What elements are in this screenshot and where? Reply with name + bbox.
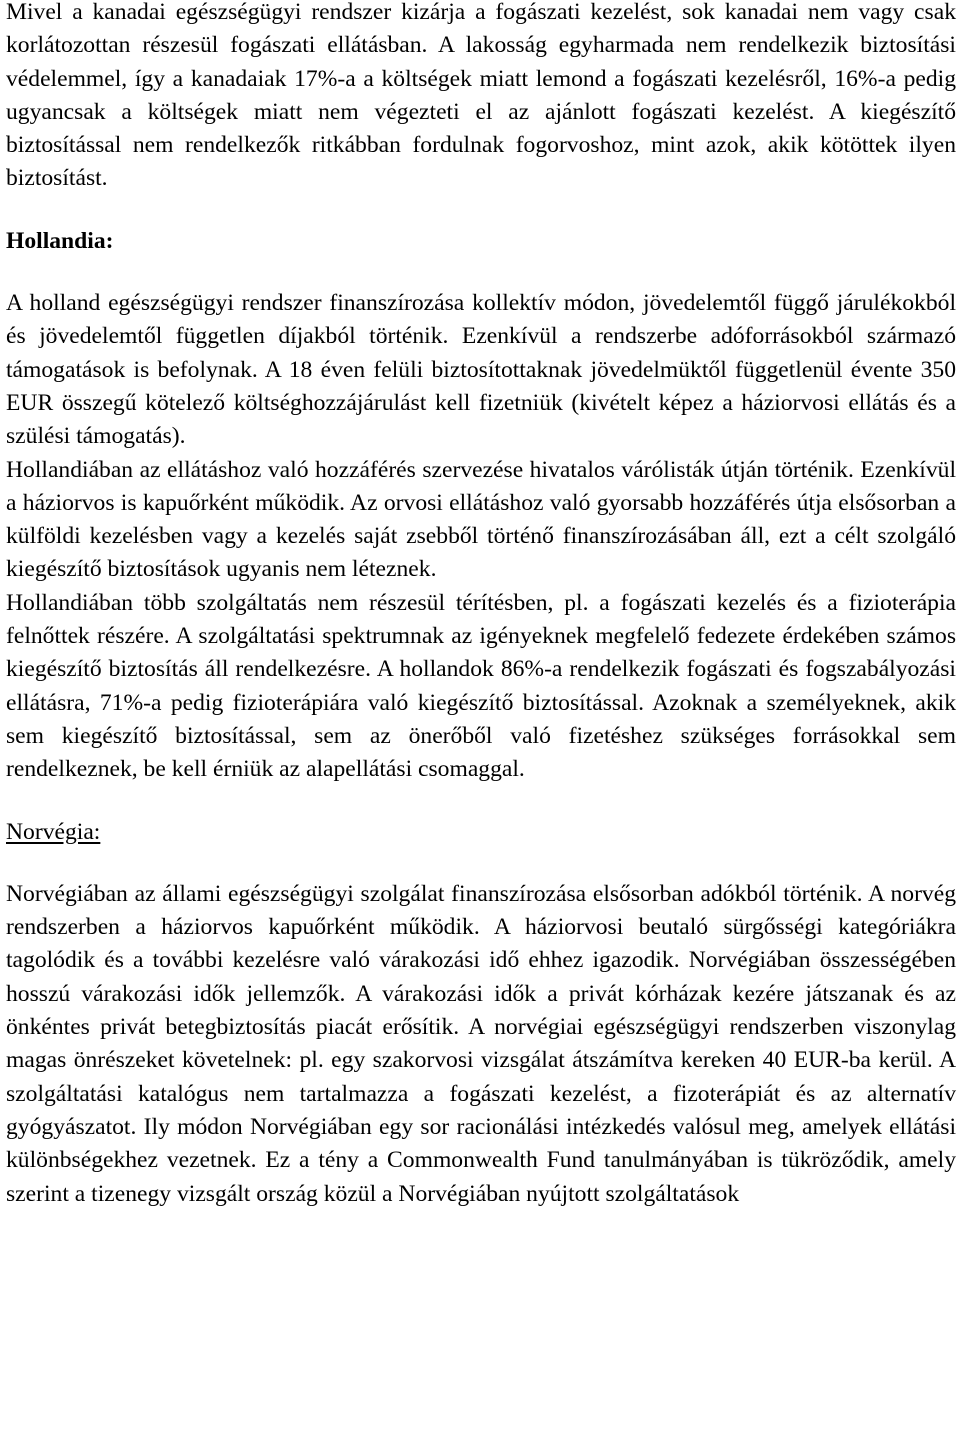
spacer bbox=[6, 787, 956, 816]
netherlands-paragraph-access: Hollandiában az ellátáshoz való hozzáférés szervezése hivatalos várólisták útján történik. Ezenkívül a háziorvos is kapuőrként működik. Az orvosi ellátáshoz való gyorsabb hozzáférés útja elsősorban a külföldi kezelésben vagy a kezelés saját zsebből történő finanszírozásában áll, ezt a célt szolgáló kiegészítő biztosítások ugyanis nem léteznek. bbox=[6, 456, 956, 583]
spacer bbox=[6, 258, 956, 287]
section-heading-norway: Norvégia: bbox=[6, 818, 101, 845]
spacer bbox=[6, 849, 956, 878]
netherlands-paragraph-financing: A holland egészségügyi rendszer finanszírozása kollektív módon, jövedelemtől függő járulékokból és jövedelemtől független díjakból történik. Ezenkívül a rendszerbe adóforrásokból származó támogatások is befolynak. A 18 éven felüli biztosítottaknak jövedelmüktől függetlenül évente 350 EUR összegű kötelező költséghozzájárulást kell fizetniük (kivételt képez a háziorvosi ellátás és a szülési támogatás). bbox=[6, 290, 956, 450]
spacer bbox=[6, 196, 956, 225]
intro-paragraph-canada: Mivel a kanadai egészségügyi rendszer kizárja a fogászati kezelést, sok kanadai nem vagy csak korlátozottan részesül fogászati ellátásban. A lakosság egyharmada nem rendelkezik biztosítási védelemmel, így a kanadaiak 17%-a a költségek miatt lemond a fogászati kezelésről, 16%-a pedig ugyancsak a költségek miatt nem végezteti el az ajánlott fogászati kezelést. A kiegészítő biztosítással nem rendelkezők ritkábban fordulnak fogorvoshoz, mint azok, akik kötöttek ilyen biztosítást. bbox=[6, 0, 956, 192]
norway-paragraph: Norvégiában az állami egészségügyi szolgálat finanszírozása elsősorban adókból történik. A norvég rendszerben a háziorvos kapuőrként működik. A háziorvosi beutaló sürgősségi kategóriákra tagolódik és a további kezelésre való várakozási idő ehhez igazodik. Norvégiában összességében hosszú várakozási idők jellemzők. A várakozási idők a privát kórházak kezére játszanak és az önkéntes privát betegbiztosítás piacát erősítik. A norvégiai egészségügyi rendszerben viszonylag magas önrészeket követelnek: pl. egy szakorvosi vizsgálat átszámítva kereken 40 EUR-ba kerül. A szolgáltatási katalógus nem tartalmazza a fogászati kezelést, a fizoterápiát és az alternatív gyógyászatot. Ily módon Norvégiában egy sor racionálási intézkedés valósul meg, amelyek ellátási különbségekhez vezetnek. Ez a tény a Commonwealth Fund tanulmányában is tükröződik, amely szerint a tizenegy vizsgált ország közül a Norvégiában nyújtott szolgáltatások bbox=[6, 880, 956, 1207]
document-page bbox=[6, 0, 956, 1211]
netherlands-paragraph-services: Hollandiában több szolgáltatás nem részesül térítésben, pl. a fogászati kezelés és a fizioterápia felnőttek részére. A szolgáltatási spektrumnak az igényeknek megfelelő fedezete érdekében számos kiegészítő biztosítás áll rendelkezésre. A hollandok 86%-a rendelkezik fogászati és fogszabályozási ellátásra, 71%-a pedig fizioterápiára való kiegészítő biztosítással. Azoknak a személyeknek, akik sem kiegészítő biztosítással, sem az önerőből való fizetéshez szükséges forrásokkal sem rendelkeznek, be kell érniük az alapellátási csomaggal. bbox=[6, 589, 956, 783]
section-heading-netherlands: Hollandia: bbox=[6, 227, 114, 254]
